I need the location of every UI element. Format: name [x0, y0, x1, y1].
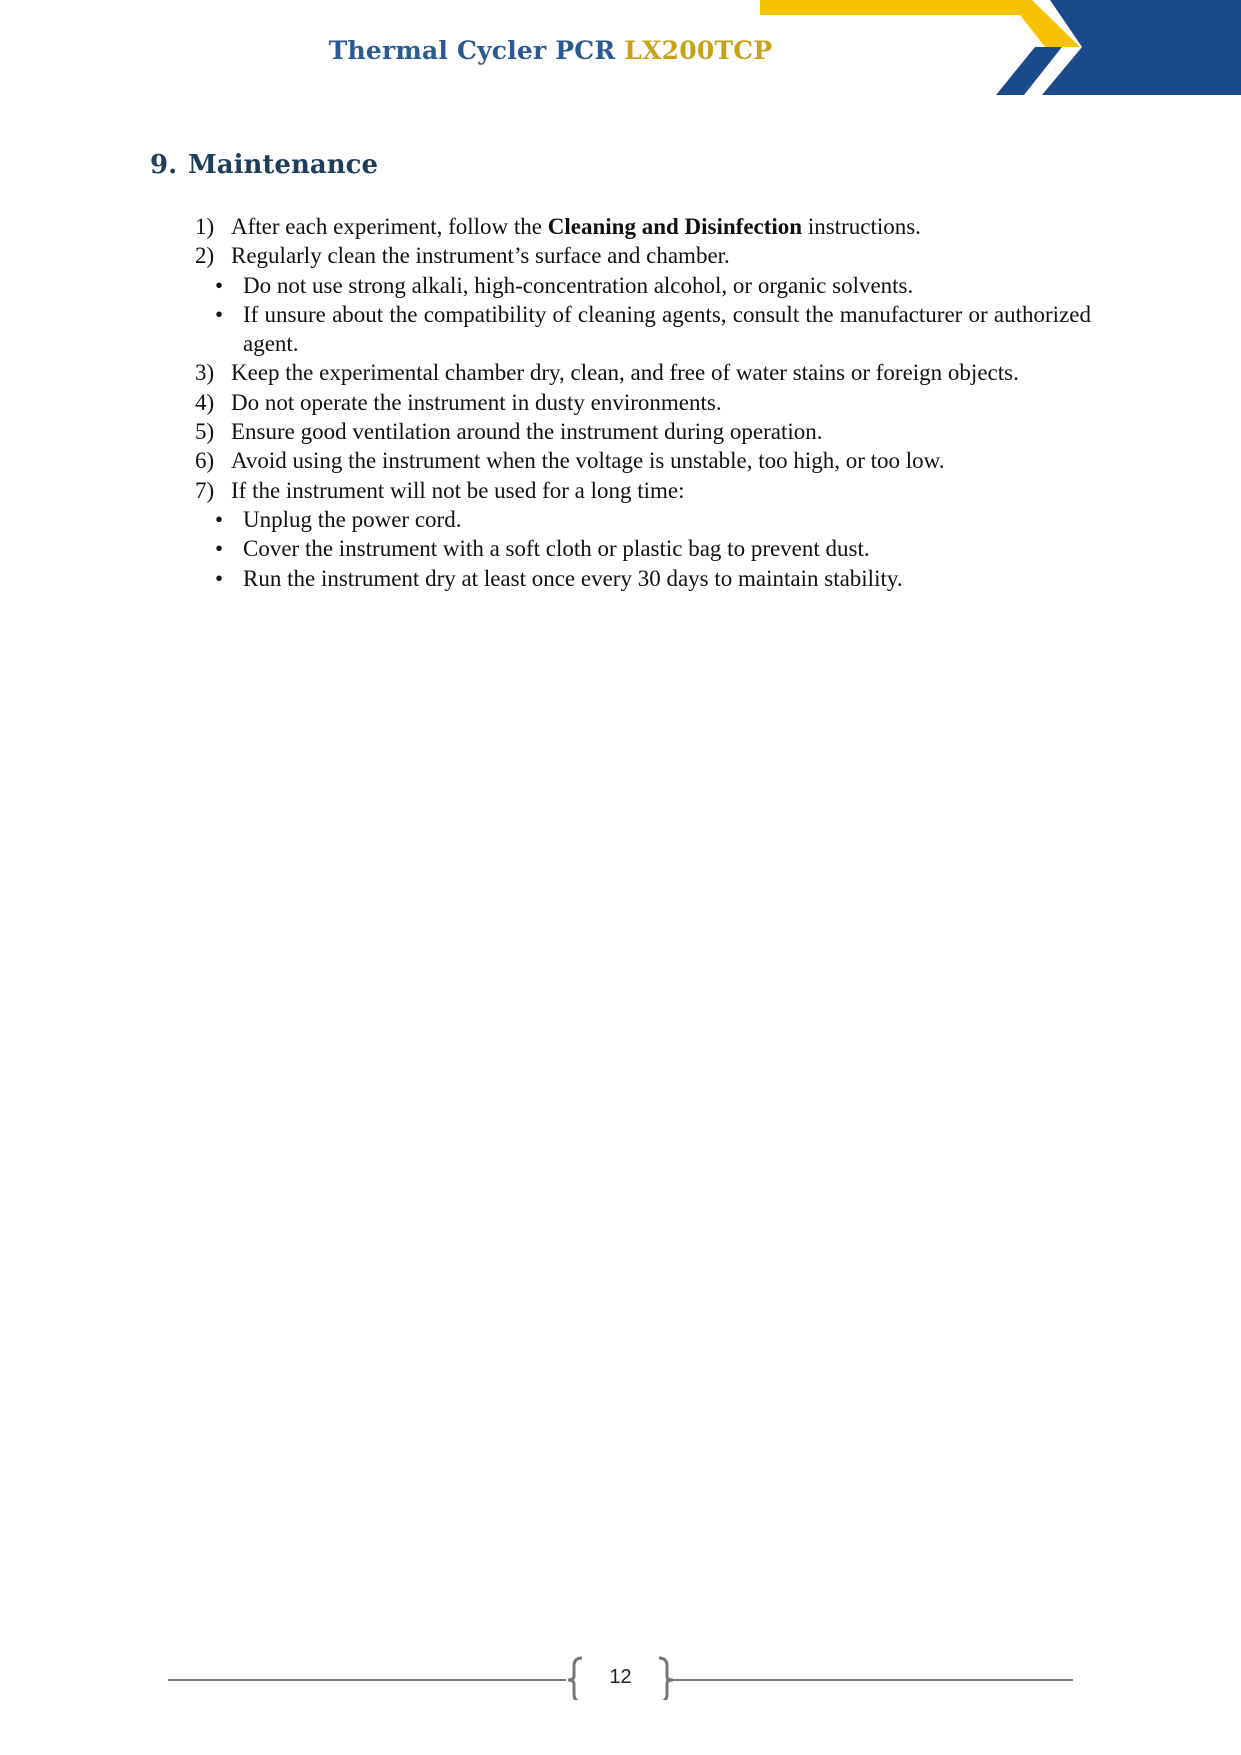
list-item	[195, 212, 1091, 241]
section-title: Maintenance	[188, 150, 378, 180]
list-item-text: Regularly clean the instrument’s surface and chamber.	[231, 243, 730, 269]
bullet-marker: •	[214, 536, 224, 562]
list-marker: 4)	[195, 389, 215, 415]
bullet-item	[193, 534, 1091, 563]
bullet-marker: •	[214, 301, 224, 327]
bullet-item	[193, 505, 1091, 534]
list-marker: 2)	[195, 243, 215, 269]
maintenance-list	[195, 212, 1091, 593]
list-item	[195, 241, 1091, 270]
bullet-item	[193, 271, 1091, 300]
bullet-marker: •	[214, 565, 224, 591]
list-marker: 1)	[195, 214, 215, 239]
header-title-model: LX200TCP	[624, 36, 773, 65]
bullet-item-text: Unplug the power cord.	[243, 506, 462, 532]
bullet-marker: •	[214, 272, 224, 298]
list-marker: 5)	[195, 419, 215, 445]
bullet-item-text: Do not use strong alkali, high-concentration alcohol, or organic solvents.	[243, 272, 914, 298]
list-marker: 7)	[195, 477, 215, 503]
text-segment: After each experiment, follow the	[231, 214, 548, 239]
bullet-item	[193, 564, 1091, 593]
list-item	[195, 388, 1091, 417]
bullet-item	[193, 300, 1091, 359]
list-item-text: Avoid using the instrument when the voltage is unstable, too high, or too low.	[231, 448, 945, 474]
document-header-title	[0, 36, 1241, 65]
bullet-item-text: If unsure about the compatibility of cleaning agents, consult the manufacturer or authorized agent.	[243, 301, 1091, 357]
list-item	[195, 476, 1091, 505]
section-heading	[150, 150, 378, 180]
list-item	[195, 358, 1091, 387]
header-title-main: Thermal Cycler PCR	[328, 36, 616, 65]
bold-reference: Cleaning and Disinfection	[547, 214, 803, 239]
list-marker: 6)	[195, 448, 215, 474]
list-marker: 3)	[195, 360, 215, 386]
list-item-text: Ensure good ventilation around the instrument during operation.	[231, 419, 823, 445]
list-item	[195, 446, 1091, 475]
list-item	[195, 417, 1091, 446]
text-segment: instructions.	[802, 214, 921, 239]
list-item-text: If the instrument will not be used for a long time:	[231, 477, 685, 503]
bullet-item-text: Cover the instrument with a soft cloth or plastic bag to prevent dust.	[243, 536, 870, 562]
list-item-text: Keep the experimental chamber dry, clean, and free of water stains or foreign objects.	[231, 360, 1019, 386]
bullet-marker: •	[214, 506, 224, 532]
bullet-item-text: Run the instrument dry at least once every 30 days to maintain stability.	[243, 565, 903, 591]
page-number: 12	[609, 1666, 632, 1688]
list-item-text	[231, 212, 1091, 241]
section-number: 9.	[150, 150, 178, 180]
list-item-text: Do not operate the instrument in dusty environments.	[231, 389, 722, 415]
